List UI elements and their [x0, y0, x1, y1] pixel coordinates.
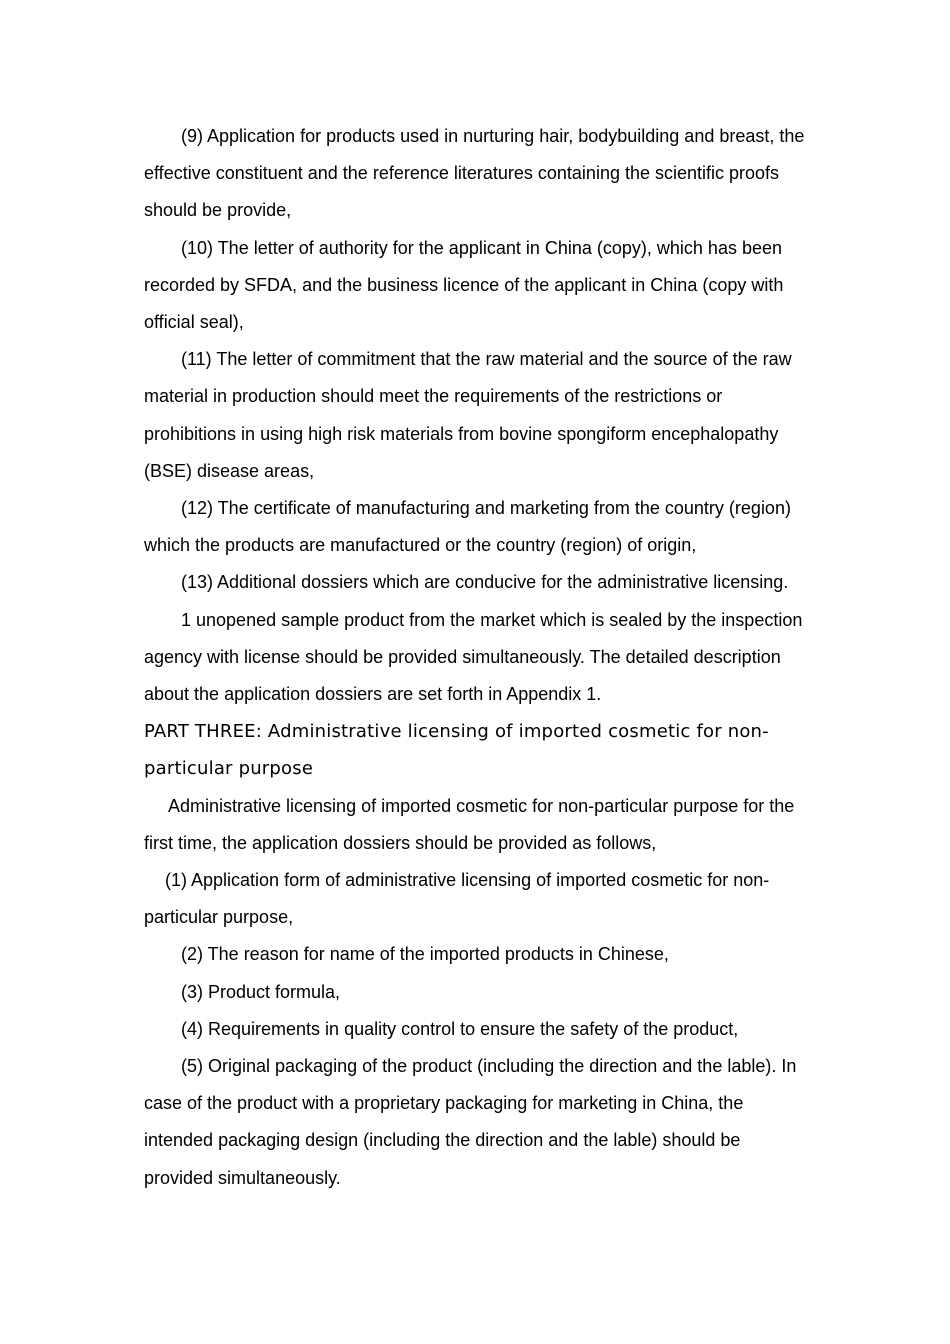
document-body — [144, 118, 814, 1197]
list-item-5: (5) Original packaging of the product (including the direction and the lable). In case of the product with a proprietary packaging for marketing in China, the intended packaging design (including the direction and the lable) should be provided simultaneously. — [144, 1056, 797, 1188]
section-heading-part-three: PART THREE: Administrative licensing of imported cosmetic for non-particular purpose — [144, 721, 769, 780]
paragraph-part-three-intro: Administrative licensing of imported cosmetic for non-particular purpose for the first time, the application dossiers should be provided as follows, — [144, 795, 795, 853]
list-item-2: (2) The reason for name of the imported products in Chinese, — [181, 944, 669, 965]
paragraph-sample: 1 unopened sample product from the market which is sealed by the inspection agency with license should be provided simultaneously. The detailed description about the application dossiers are set forth in Appendix 1. — [144, 609, 803, 705]
paragraph-item-12: (12) The certificate of manufacturing and marketing from the country (region) which the products are manufactured or the country (region) of origin, — [144, 498, 791, 556]
list-item-1: (1) Application form of administrative licensing of imported cosmetic for non-particular purpose, — [144, 870, 770, 928]
list-item-4: (4) Requirements in quality control to ensure the safety of the product, — [181, 1018, 739, 1039]
paragraph-item-10: (10) The letter of authority for the applicant in China (copy), which has been recorded by SFDA, and the business licence of the applicant in China (copy with official seal), — [144, 237, 784, 333]
paragraph-item-9: (9) Application for products used in nurturing hair, bodybuilding and breast, the effective constituent and the reference literatures containing the scientific proofs should be provide, — [144, 126, 805, 221]
list-item-3: (3) Product formula, — [181, 981, 341, 1002]
paragraph-item-13: (13) Additional dossiers which are conducive for the administrative licensing. — [181, 572, 789, 593]
paragraph-item-11: (11) The letter of commitment that the raw material and the source of the raw material in production should meet the requirements of the restrictions or prohibitions in using high risk materials from bovine spongiform encephalopathy (BSE) disease areas, — [144, 349, 792, 481]
